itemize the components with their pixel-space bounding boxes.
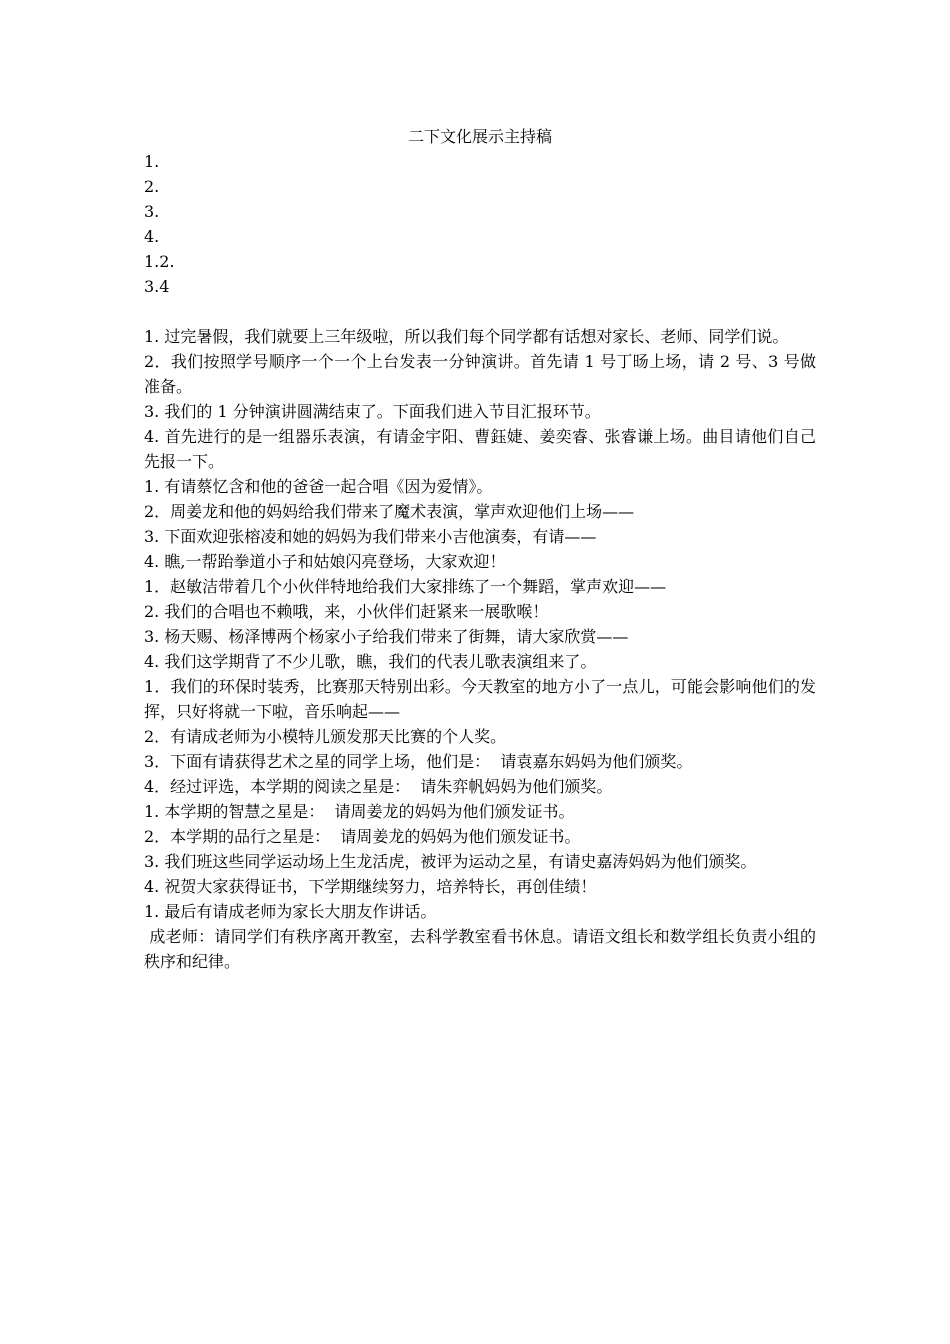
script-paragraph: 2．有请成老师为小模特儿颁发那天比赛的个人奖。: [144, 727, 507, 746]
outline-item: 3.: [144, 202, 160, 221]
script-paragraph: 2. 我们的合唱也不赖哦，来，小伙伴们赶紧来一展歌喉！: [144, 602, 549, 621]
script-paragraph: 4. 首先进行的是一组器乐表演，有请金宇阳、曹鈺婕、姜奕睿、张睿谦上场。曲目请他们自己先报一下。: [144, 427, 816, 471]
document-title: 二下文化展示主持稿: [407, 127, 552, 146]
script-paragraph: 3．下面有请获得艺术之星的同学上场，他们是： 请袁嘉东妈妈为他们颁奖。: [144, 752, 693, 771]
outline-item: 1.: [144, 152, 160, 171]
script-paragraph: 1．赵敏洁带着几个小伙伴特地给我们大家排练了一个舞蹈，掌声欢迎——: [144, 577, 667, 596]
script-paragraph: 4. 我们这学期背了不少儿歌，瞧，我们的代表儿歌表演组来了。: [144, 652, 597, 671]
script-paragraph: 1. 过完暑假，我们就要上三年级啦，所以我们每个同学都有话想对家长、老师、同学们说。: [144, 327, 789, 346]
script-paragraph: 成老师：请同学们有秩序离开教室，去科学教室看书休息。请语文组长和数学组长负责小组的秩序和纪律。: [144, 927, 816, 971]
script-paragraph: 1. 本学期的智慧之星是： 请周姜龙的妈妈为他们颁发证书。: [144, 802, 575, 821]
script-body: [144, 324, 816, 974]
outline-item: 4.: [144, 227, 160, 246]
outline-item: 1.2.: [144, 252, 175, 271]
script-paragraph: 2．我们按照学号顺序一个一个上台发表一分钟演讲。首先请 1 号丁旸上场，请 2 号、3 号做准备。: [144, 352, 816, 396]
blank-line: [144, 299, 816, 324]
script-paragraph: 4. 瞧,一帮跆拳道小子和姑娘闪亮登场，大家欢迎！: [144, 552, 506, 571]
document-page: [144, 124, 816, 974]
script-paragraph: 3. 我们班这些同学运动场上生龙活虎，被评为运动之星，有请史嘉涛妈妈为他们颁奖。: [144, 852, 757, 871]
script-paragraph: 1. 有请蔡忆含和他的爸爸一起合唱《因为爱情》。: [144, 477, 493, 496]
script-paragraph: 2．本学期的品行之星是： 请周姜龙的妈妈为他们颁发证书。: [144, 827, 581, 846]
outline-item: 3.4: [144, 277, 170, 296]
outline-item: 2.: [144, 177, 160, 196]
script-paragraph: 4．经过评选，本学期的阅读之星是： 请朱弈帆妈妈为他们颁奖。: [144, 777, 613, 796]
outline-list: [144, 149, 816, 299]
script-paragraph: 4. 祝贺大家获得证书，下学期继续努力，培养特长，再创佳绩！: [144, 877, 597, 896]
script-paragraph: 3. 我们的 1 分钟演讲圆满结束了。下面我们进入节目汇报环节。: [144, 402, 601, 421]
script-paragraph: 2．周姜龙和他的妈妈给我们带来了魔术表演，掌声欢迎他们上场——: [144, 502, 635, 521]
script-paragraph: 3. 下面欢迎张榕凌和她的妈妈为我们带来小吉他演奏，有请——: [144, 527, 597, 546]
script-paragraph: 3. 杨天赐、杨泽博两个杨家小子给我们带来了街舞，请大家欣赏——: [144, 627, 629, 646]
script-paragraph: 1. 最后有请成老师为家长大朋友作讲话。: [144, 902, 437, 921]
script-paragraph: 1．我们的环保时装秀，比赛那天特别出彩。今天教室的地方小了一点儿，可能会影响他们的发挥，只好将就一下啦，音乐响起——: [144, 677, 816, 721]
